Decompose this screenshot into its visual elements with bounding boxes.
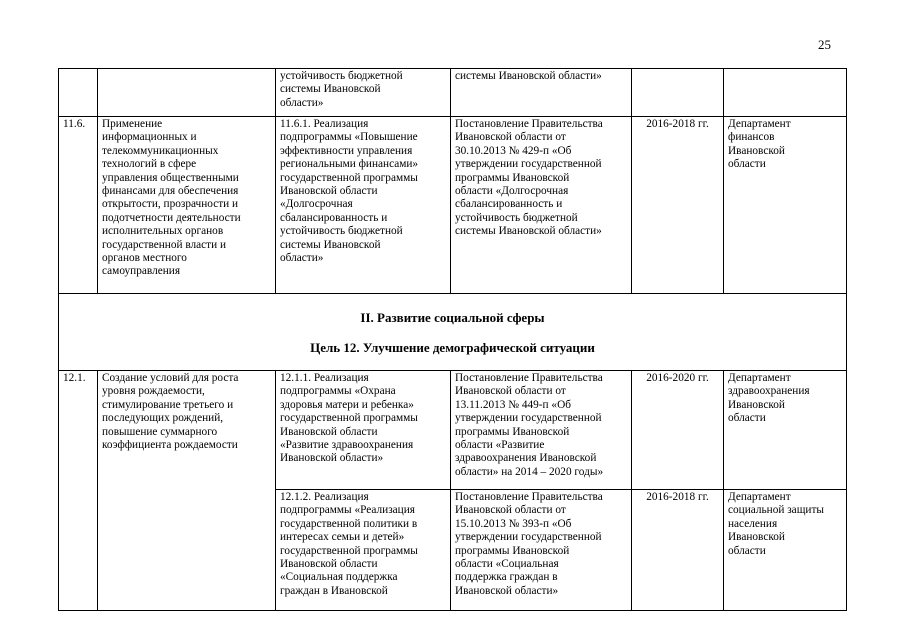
responsible-cell: Департамент финансов Ивановской области [724,117,847,294]
period-cell: 2016-2018 гг. [632,490,724,611]
mechanism-cell: 11.6.1. Реализация подпрограммы «Повышение эффективности управления региональными финансами» государственной программы Ивановской области «Долгосрочная сбалансированность и устойчивость бюджетной системы Ивановской области» [276,117,451,294]
legal-act-cell: Постановление Правительства Ивановской области от 30.10.2013 № 429-п «Об утверждении государственной программы Ивановской области «Долгосрочная сбалансированность и устойчивость бюджетной системы Ивановской области» [451,117,632,294]
period-cell: 2016-2018 гг. [632,117,724,294]
measure-cell [98,69,276,117]
table-row [59,69,847,117]
row-number-cell: 12.1. [59,371,98,611]
mechanism-cell: устойчивость бюджетной системы Ивановской области» [276,69,451,117]
legal-act-cell: системы Ивановской области» [451,69,632,117]
period-cell [632,69,724,117]
legal-act-cell: Постановление Правительства Ивановской области от 15.10.2013 № 393-п «Об утверждении государственной программы Ивановской области «Социальная поддержка граждан в Ивановской области» [451,490,632,611]
section-heading-cell [59,294,847,371]
legal-act-cell: Постановление Правительства Ивановской области от 13.11.2013 № 449-п «Об утверждении государственной программы Ивановской области «Развитие здравоохранения Ивановской области» на 2014 – 2020 годы» [451,371,632,490]
section-title: II. Развитие социальной сферы [360,310,545,325]
responsible-cell: Департамент социальной защиты населения Ивановской области [724,490,847,611]
responsible-cell: Департамент здравоохранения Ивановской области [724,371,847,490]
measure-cell: Создание условий для роста уровня рождаемости, стимулирование третьего и последующих рождений, повышение суммарного коэффициента рождаемости [98,371,276,611]
goal-title: Цель 12. Улучшение демографической ситуации [310,340,595,355]
section-row [59,294,847,371]
row-number-cell: 11.6. [59,117,98,294]
table-row [59,117,847,294]
table-row [59,371,847,490]
page-number: 25 [818,37,831,52]
row-number-cell [59,69,98,117]
measure-cell: Применение информационных и телекоммуникационных технологий в сфере управления общественными финансами для обеспечения открытости, прозрачности и подотчетности деятельности исполнительных органов государственной власти и органов местного самоуправления [98,117,276,294]
mechanism-cell: 12.1.1. Реализация подпрограммы «Охрана здоровья матери и ребенка» государственной программы Ивановской области «Развитие здравоохранения Ивановской области» [276,371,451,490]
period-cell: 2016-2020 гг. [632,371,724,490]
responsible-cell [724,69,847,117]
mechanism-cell: 12.1.2. Реализация подпрограммы «Реализация государственной политики в интересах семьи и детей» государственной программы Ивановской области «Социальная поддержка граждан в Ивановской [276,490,451,611]
measures-table [58,68,847,611]
